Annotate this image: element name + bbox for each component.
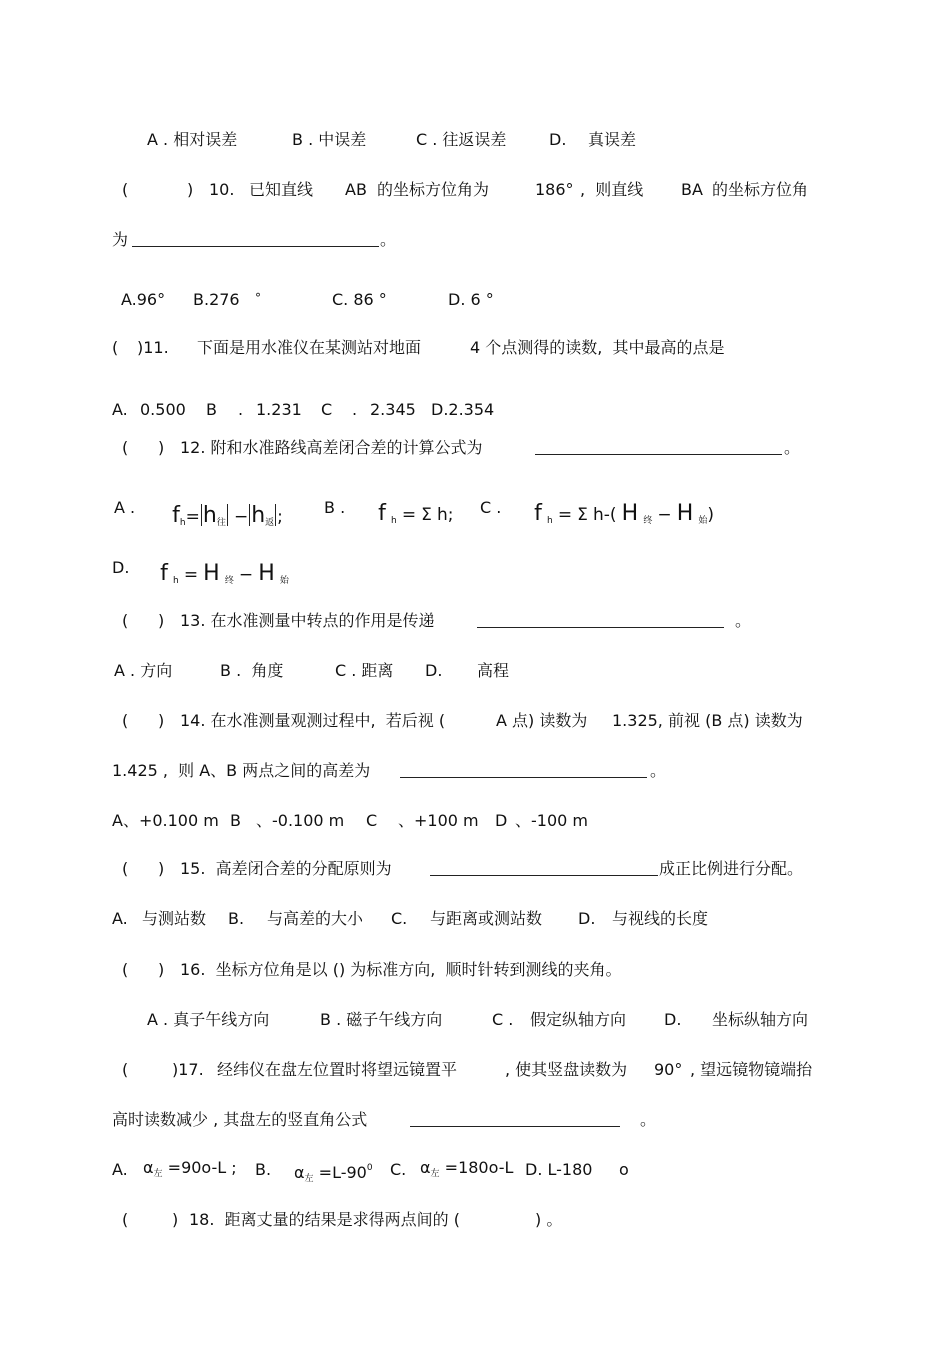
q9-option-d-text: 真误差 — [588, 130, 637, 149]
q16-option-c-text: 假定纵轴方向 — [530, 1010, 627, 1029]
q14-option-c-value: 、+100 m — [398, 811, 479, 830]
H-symbol: H — [621, 501, 639, 526]
q15-option-a-text: 与测站数 — [142, 909, 207, 928]
q14-option-d-value: 、-100 m — [515, 811, 588, 830]
q18-paren-open: ( — [122, 1210, 129, 1229]
f-symbol: f — [378, 501, 386, 526]
q15-option-a: A. — [112, 909, 128, 928]
q17-option-c-value: =180o-L — [444, 1158, 514, 1177]
shi-subscript: 始 — [279, 576, 289, 586]
q13-option-b: B . 角度 — [220, 661, 284, 680]
q11-text2: 4 个点测得的读数, 其中最高的点是 — [470, 338, 725, 357]
q11-number: )11. — [137, 338, 169, 357]
zuo-subscript: 左 — [304, 1174, 314, 1184]
q12-formula-b — [368, 482, 454, 526]
q17-option-a-value: =90o-L ; — [167, 1158, 237, 1177]
q14-option-b: B — [230, 811, 241, 830]
q11-option-b: B — [206, 400, 217, 419]
wang-subscript: 往 — [216, 518, 226, 528]
h-symbol: h — [202, 503, 217, 528]
q11-paren-open: ( — [112, 338, 119, 357]
q10-text4: 的坐标方位角 — [712, 180, 809, 199]
q10-text3: , 则直线 — [580, 180, 644, 199]
q14-value1: 1.325, — [612, 711, 663, 730]
q12-option-d-label: D. — [112, 558, 130, 577]
q12-option-c-label: C . — [480, 498, 502, 517]
q16-paren-close: ) — [158, 960, 165, 979]
q12-question: 12. 附和水准路线高差闭合差的计算公式为 — [180, 438, 483, 457]
q14-text3: 前视 (B 点) 读数为 — [668, 711, 803, 730]
q16-option-a: A . 真子午线方向 — [147, 1010, 270, 1029]
q16-question: 16. 坐标方位角是以 () 为标准方向, 顺时针转到测线的夹角。 — [180, 960, 622, 979]
zhong-subscript: 终 — [643, 516, 653, 526]
q11-option-c: C — [321, 400, 333, 419]
q14-option-d: D — [495, 811, 508, 830]
h-subscript: h — [391, 516, 397, 526]
q12-option-b-label: B . — [324, 498, 346, 517]
h-symbol: h — [251, 503, 266, 528]
q11-option-b-dot: . — [238, 400, 244, 419]
alpha-symbol: α — [420, 1158, 431, 1177]
q17-line2-suffix: 。 — [640, 1110, 657, 1129]
q10-ba: BA — [681, 180, 703, 199]
h-symbol: h — [593, 505, 604, 525]
q17-option-d: D. L-180 — [525, 1160, 593, 1179]
q18-suffix: ) 。 — [535, 1210, 563, 1229]
q10-option-c: C. 86 ° — [332, 290, 387, 309]
q15-question: 15. 高差闭合差的分配原则为 — [180, 859, 392, 878]
h-subscript: h — [179, 518, 186, 528]
q11-option-d: D.2.354 — [431, 400, 495, 419]
shi-subscript: 始 — [698, 516, 708, 526]
H-symbol: H — [203, 561, 220, 586]
f-symbol: f — [160, 561, 168, 586]
q9-option-c: C . 往返误差 — [416, 130, 507, 149]
q17-option-d-o: o — [619, 1160, 629, 1179]
fan-subscript: 返 — [265, 518, 275, 528]
q10-paren-open: ( — [122, 180, 129, 199]
q14-option-a: A、+0.100 m — [112, 811, 219, 830]
minus-sign: − — [233, 507, 249, 527]
q12-paren-open: ( — [122, 438, 129, 457]
f-symbol: f — [534, 501, 542, 526]
q11-text1: 下面是用水准仪在某测站对地面 — [197, 338, 422, 357]
q9-option-d: D. — [549, 130, 567, 149]
alpha-symbol: α — [294, 1163, 305, 1182]
q17-value: 90° — [654, 1060, 683, 1079]
q14-line2-suffix: 。 — [650, 761, 667, 780]
q13-suffix: 。 — [735, 611, 752, 630]
H-symbol: H — [676, 501, 694, 526]
q11-option-b-value: 1.231 — [256, 400, 302, 419]
q14-line2-prefix: 1.425 , 则 A、B 两点之间的高差为 — [112, 761, 371, 780]
q15-option-c-text: 与距离或测站数 — [430, 909, 543, 928]
q10-number: 10. — [209, 180, 235, 199]
q10-line2-prefix: 为 — [112, 230, 129, 249]
h-subscript: h — [547, 516, 553, 526]
equals-sign: = — [557, 505, 573, 525]
q12-formula-d — [150, 542, 289, 586]
zhong-subscript: 终 — [224, 576, 234, 586]
q10-option-b: B.276 — [193, 290, 240, 309]
q14-text2: A 点) 读数为 — [496, 711, 588, 730]
q11-option-c-dot: . — [352, 400, 358, 419]
equals-sign: = — [183, 565, 199, 585]
q17-option-c: C. — [390, 1160, 407, 1179]
q13-answer-blank[interactable] — [477, 613, 724, 628]
q15-paren-close: ) — [158, 859, 165, 878]
q11-option-c-value: 2.345 — [370, 400, 416, 419]
q10-option-d: D. 6 ° — [448, 290, 494, 309]
minus-sign: − — [657, 505, 672, 525]
q9-option-a: A . 相对误差 — [147, 130, 238, 149]
q16-option-d-text: 坐标纵轴方向 — [712, 1010, 809, 1029]
q14-paren-open: ( — [122, 711, 129, 730]
q17-option-b-value: =L-90 — [318, 1163, 367, 1182]
q13-option-d-text: 高程 — [477, 661, 510, 680]
q13-question: 13. 在水准测量中转点的作用是传递 — [180, 611, 435, 630]
q10-answer-blank[interactable] — [132, 232, 379, 247]
q13-paren-close: ) — [158, 611, 165, 630]
q17-paren-open: ( — [122, 1060, 129, 1079]
open-paren: -( — [603, 505, 617, 525]
semicolon: ; — [447, 505, 454, 525]
q10-paren-close: ) — [187, 180, 194, 199]
q16-option-d: D. — [664, 1010, 682, 1029]
q15-option-c: C. — [391, 909, 408, 928]
q17-option-c-formula — [420, 1158, 513, 1184]
q12-suffix: 。 — [784, 438, 801, 457]
abs-bar — [227, 504, 228, 526]
q11-option-a-value: 0.500 — [140, 400, 186, 419]
q10-angle: 186° — [535, 180, 574, 199]
q16-option-b: B . 磁子午线方向 — [320, 1010, 443, 1029]
q15-suffix: 成正比例进行分配。 — [659, 859, 804, 878]
q15-option-b-text: 与高差的大小 — [267, 909, 364, 928]
q14-text1: 14. 在水准测量观测过程中, 若后视 ( — [180, 711, 446, 730]
f-symbol: f — [172, 503, 180, 528]
q15-option-b: B. — [228, 909, 245, 928]
q17-text1: 经纬仪在盘左位置时将望远镜置平 — [217, 1060, 458, 1079]
q17-text3: , 望远镜物镜端抬 — [690, 1060, 813, 1079]
semicolon: ; — [277, 507, 283, 527]
q12-paren-close: ) — [158, 438, 165, 457]
q14-option-b-value: 、-0.100 m — [256, 811, 345, 830]
sigma-symbol: Σ — [421, 505, 432, 525]
q9-option-b: B . 中误差 — [292, 130, 367, 149]
q14-paren-close: ) — [158, 711, 165, 730]
q17-option-b-formula — [294, 1158, 373, 1189]
h-symbol: h — [437, 505, 448, 525]
equals-sign: = — [185, 507, 200, 527]
close-paren: ) — [707, 505, 715, 525]
q12-option-a-label: A . — [114, 498, 136, 517]
q13-option-c: C . 距离 — [335, 661, 394, 680]
zuo-subscript: 左 — [153, 1169, 163, 1179]
q15-answer-blank[interactable] — [430, 861, 658, 876]
q17-option-b-superscript: 0 — [366, 1163, 373, 1173]
H-symbol: H — [258, 561, 275, 586]
abs-bar — [201, 504, 202, 526]
q14-answer-blank[interactable] — [400, 763, 647, 778]
q15-option-d: D. — [578, 909, 596, 928]
q15-option-d-text: 与视线的长度 — [612, 909, 709, 928]
q18-question: 18. 距离丈量的结果是求得两点间的 ( — [189, 1210, 460, 1229]
q10-option-b-degree: ° — [255, 291, 261, 305]
q10-line2-suffix: 。 — [380, 230, 397, 249]
q10-ab: AB — [345, 180, 367, 199]
q16-option-c: C . — [492, 1010, 514, 1029]
q17-line2: 高时读数减少 , 其盘左的竖直角公式 — [112, 1110, 368, 1129]
h-subscript: h — [173, 576, 179, 586]
q17-text2: , 使其竖盘读数为 — [505, 1060, 628, 1079]
q13-option-d: D. — [425, 661, 443, 680]
zuo-subscript: 左 — [430, 1169, 440, 1179]
q16-paren-open: ( — [122, 960, 129, 979]
q18-paren-close: ) — [172, 1210, 179, 1229]
q12-formula-a — [162, 484, 283, 528]
q17-answer-blank[interactable] — [410, 1112, 620, 1127]
q15-paren-open: ( — [122, 859, 129, 878]
q14-option-c: C — [366, 811, 378, 830]
q10-text1: 已知直线 — [249, 180, 314, 199]
q11-option-a: A. — [112, 400, 128, 419]
q12-answer-blank[interactable] — [535, 440, 782, 455]
q13-paren-open: ( — [122, 611, 129, 630]
alpha-symbol: α — [143, 1158, 154, 1177]
q17-option-a: A. — [112, 1160, 128, 1179]
sigma-symbol: Σ — [577, 505, 588, 525]
q17-option-a-formula — [143, 1158, 237, 1184]
minus-sign: − — [238, 565, 254, 585]
equals-sign: = — [401, 505, 417, 525]
q10-text2: 的坐标方位角为 — [377, 180, 490, 199]
q17-option-b: B. — [255, 1160, 272, 1179]
q12-formula-c — [524, 482, 714, 526]
q17-number: )17. — [172, 1060, 204, 1079]
q10-option-a: A.96° — [121, 290, 166, 309]
q13-option-a: A . 方向 — [114, 661, 173, 680]
